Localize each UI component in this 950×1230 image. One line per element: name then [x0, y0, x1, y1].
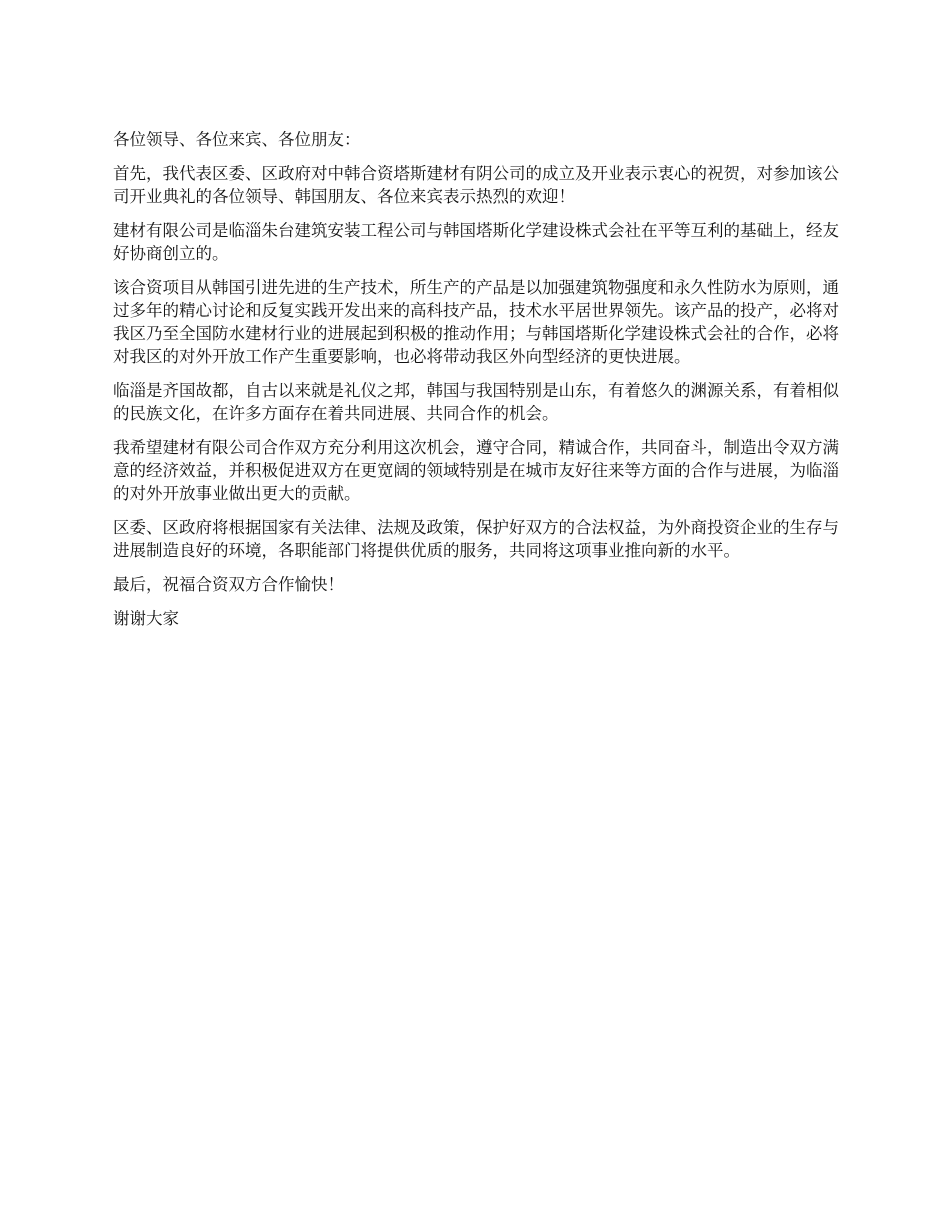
salutation: 各位领导、各位来宾、各位朋友： [113, 130, 361, 149]
paragraph-closing-wish: 最后，祝福合资双方合作愉快！ [113, 575, 344, 594]
paragraph-hopes: 我希望建材有限公司合作双方充分利用这次机会，遵守合同，精诚合作，共同奋斗，制造出令双方满意的经济效益，并积极促进双方在更宽阔的领域特别是在城市友好往来等方面的合作与进展，为临淄的对外开放事业做出更大的贡献。 [113, 438, 839, 503]
paragraph-thanks: 谢谢大家 [113, 609, 179, 628]
paragraph-government-support: 区委、区政府将根据国家有关法律、法规及政策，保护好双方的合法权益，为外商投资企业的生存与进展制造良好的环境，各职能部门将提供优质的服务，共同将这项事业推向新的水平。 [113, 518, 839, 560]
paragraph-company-founding: 建材有限公司是临淄朱台建筑安装工程公司与韩国塔斯化学建设株式会社在平等互利的基础上，经友好协商创立的。 [113, 221, 839, 263]
paragraph-congratulations: 首先，我代表区委、区政府对中韩合资塔斯建材有阴公司的成立及开业表示衷心的祝贺，对参加该公司开业典礼的各位领导、韩国朋友、各位来宾表示热烈的欢迎！ [113, 164, 839, 206]
document-body [113, 128, 841, 641]
paragraph-linzi-history: 临淄是齐国故都，自古以来就是礼仪之邦，韩国与我国特别是山东，有着悠久的渊源关系，有着相似的民族文化，在许多方面存在着共同进展、共同合作的机会。 [113, 381, 839, 423]
paragraph-project-technology: 该合资项目从韩国引进先进的生产技术，所生产的产品是以加强建筑物强度和永久性防水为原则，通过多年的精心讨论和反复实践开发出来的高科技产品，技术水平居世界领先。该产品的投产，必将对我区乃至全国防水建材行业的进展起到积极的推动作用；与韩国塔斯化学建设株式会社的合作，必将对我区的对外开放工作产生重要影响，也必将带动我区外向型经济的更快进展。 [113, 278, 839, 366]
